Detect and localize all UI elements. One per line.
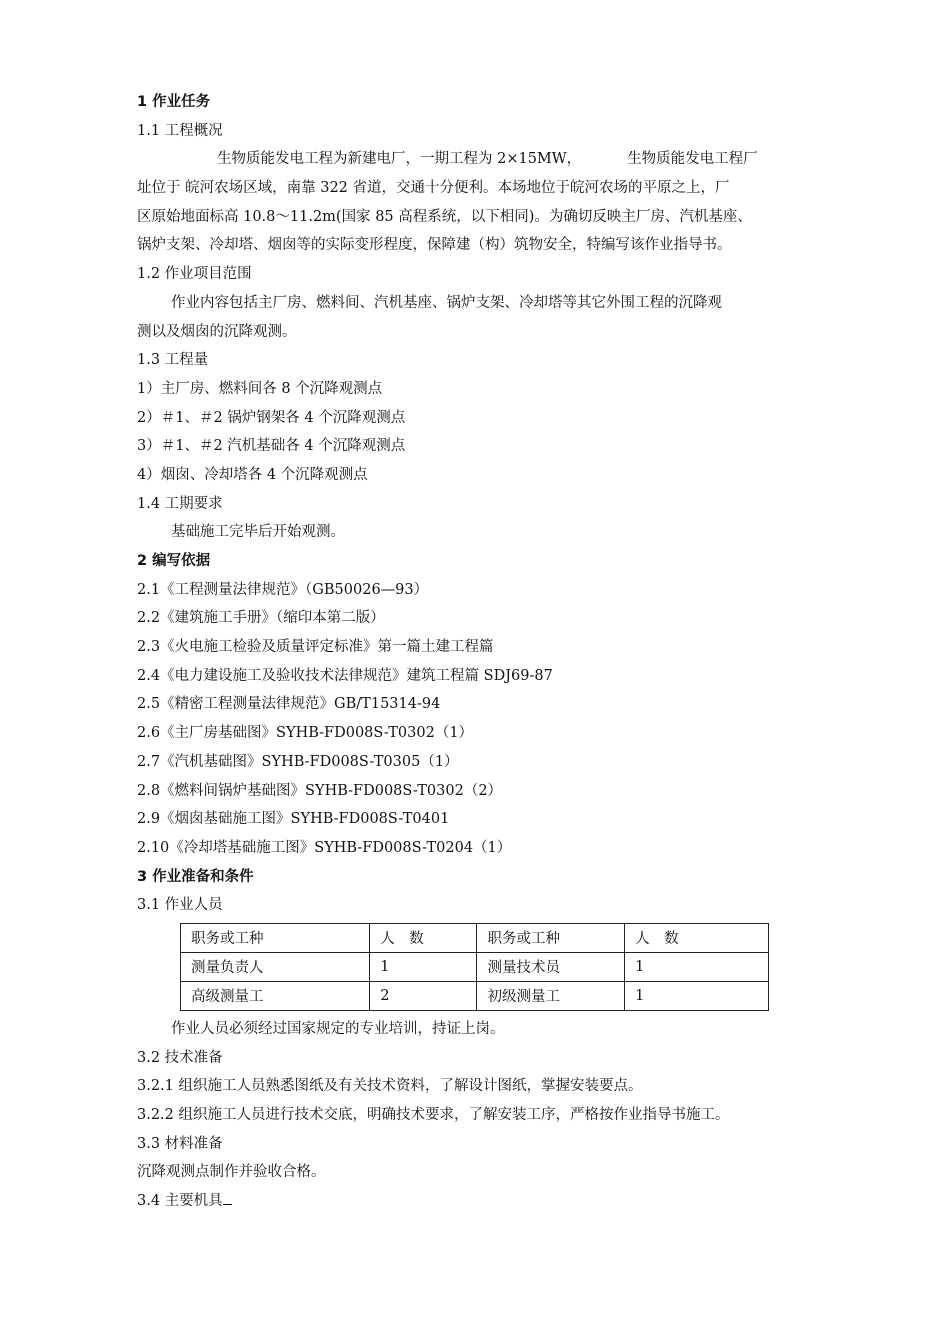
section-3-2-2: 3.2.2 组织施工人员进行技术交底，明确技术要求，了解安装工序，严格按作业指导书施工。 xyxy=(137,1107,730,1123)
table-header-cell: 人 数 xyxy=(625,923,769,952)
reference-item-10: 2.10《冷却塔基础施工图》SYHB-FD008S-T0204（1） xyxy=(137,839,512,856)
staff-table xyxy=(180,923,769,1011)
document-body xyxy=(137,88,827,1216)
section-1-2-para-line-1: 作业内容包括主厂房、燃料间、汽机基座、锅炉支架、冷却塔等其它外围工程的沉降观 xyxy=(171,294,722,311)
table-row xyxy=(181,981,769,1010)
table-cell: 1 xyxy=(370,952,477,981)
table-header-cell: 人 数 xyxy=(370,923,477,952)
section-1-2-para-line-2: 测以及烟囱的沉降观测。 xyxy=(137,323,297,340)
section-1-3-heading: 1.3 工程量 xyxy=(137,352,209,369)
section-3-2-1: 3.2.1 组织施工人员熟悉图纸及有关技术资料，了解设计图纸，掌握安装要点。 xyxy=(137,1078,643,1095)
table-header-cell: 职务或工种 xyxy=(477,923,625,952)
section-3-heading: 3 作业准备和条件 xyxy=(137,868,254,885)
table-cell: 2 xyxy=(370,981,477,1010)
section-1-1-para-line-4: 锅炉支架、冷却塔、烟囱等的实际变形程度，保障建（构）筑物安全，特编写该作业指导书。 xyxy=(137,237,732,254)
section-1-1-text-b: 生物质能发电工程厂 xyxy=(627,151,758,168)
section-1-1-para-line-2: 址位于 皖河农场区域，南靠 322 省道，交通十分便利。本场地位于皖河农场的平原之上，厂 xyxy=(137,180,730,197)
workload-item-2: 2）＃1、＃2 锅炉钢架各 4 个沉降观测点 xyxy=(137,409,406,426)
table-row xyxy=(181,952,769,981)
section-1-4-heading: 1.4 工期要求 xyxy=(137,495,223,512)
underline-mark xyxy=(223,1190,232,1205)
reference-item-5: 2.5《精密工程测量法律规范》GB/T15314-94 xyxy=(137,696,441,713)
table-cell: 高级测量工 xyxy=(181,981,370,1010)
section-2-heading: 2 编写依据 xyxy=(137,553,211,569)
section-1-1-heading: 1.1 工程概况 xyxy=(137,122,223,139)
reference-item-6: 2.6《主厂房基础图》SYHB-FD008S-T0302（1） xyxy=(137,725,474,742)
section-3-4-heading: 3.4 主要机具 xyxy=(137,1193,223,1210)
table-cell: 测量技术员 xyxy=(477,952,625,981)
section-1-1-para-line-1 xyxy=(137,145,827,174)
table-header-row xyxy=(181,923,769,952)
table-header-cell: 职务或工种 xyxy=(181,923,370,952)
reference-item-8: 2.8《燃料间锅炉基础图》SYHB-FD008S-T0302（2） xyxy=(137,782,503,799)
workload-item-3: 3）＃1、＃2 汽机基础各 4 个沉降观测点 xyxy=(137,438,406,455)
reference-item-1: 2.1《工程测量法律规范》（GB50026—93） xyxy=(137,581,429,598)
reference-item-7: 2.7《汽机基础图》SYHB-FD008S-T0305（1） xyxy=(137,753,459,770)
reference-item-2: 2.2《建筑施工手册》（缩印本第二版） xyxy=(137,610,385,627)
section-1-heading: 1 作业任务 xyxy=(137,94,211,110)
reference-item-4: 2.4《电力建设施工及验收技术法律规范》建筑工程篇 SDJ69-87 xyxy=(137,667,553,684)
table-cell: 1 xyxy=(625,952,769,981)
section-3-4-heading-line xyxy=(137,1187,827,1216)
section-3-1-heading: 3.1 作业人员 xyxy=(137,897,223,914)
section-3-1-note: 作业人员必须经过国家规定的专业培训，持证上岗。 xyxy=(171,1020,505,1037)
section-3-3-heading: 3.3 材料准备 xyxy=(137,1135,223,1152)
section-1-4-para: 基础施工完毕后开始观测。 xyxy=(171,524,345,541)
section-3-3-para: 沉降观测点制作并验收合格。 xyxy=(137,1164,326,1181)
table-cell: 初级测量工 xyxy=(477,981,625,1010)
workload-item-1: 1）主厂房、燃料间各 8 个沉降观测点 xyxy=(137,380,383,397)
reference-item-9: 2.9《烟囱基础施工图》SYHB-FD008S-T0401 xyxy=(137,811,450,828)
reference-item-3: 2.3《火电施工检验及质量评定标准》第一篇土建工程篇 xyxy=(137,639,494,656)
section-3-2-heading: 3.2 技术准备 xyxy=(137,1049,223,1066)
section-1-1-text-a: 生物质能发电工程为新建电厂，一期工程为 2×15MW， xyxy=(217,151,582,168)
section-1-2-heading: 1.2 作业项目范围 xyxy=(137,266,252,283)
table-cell: 测量负责人 xyxy=(181,952,370,981)
workload-item-4: 4）烟囱、冷却塔各 4 个沉降观测点 xyxy=(137,466,368,483)
section-1-1-para-line-3: 区原始地面标高 10.8～11.2m(国家 85 高程系统，以下相同)。为确切反映主厂房、汽机基座、 xyxy=(137,208,752,225)
table-cell: 1 xyxy=(625,981,769,1010)
